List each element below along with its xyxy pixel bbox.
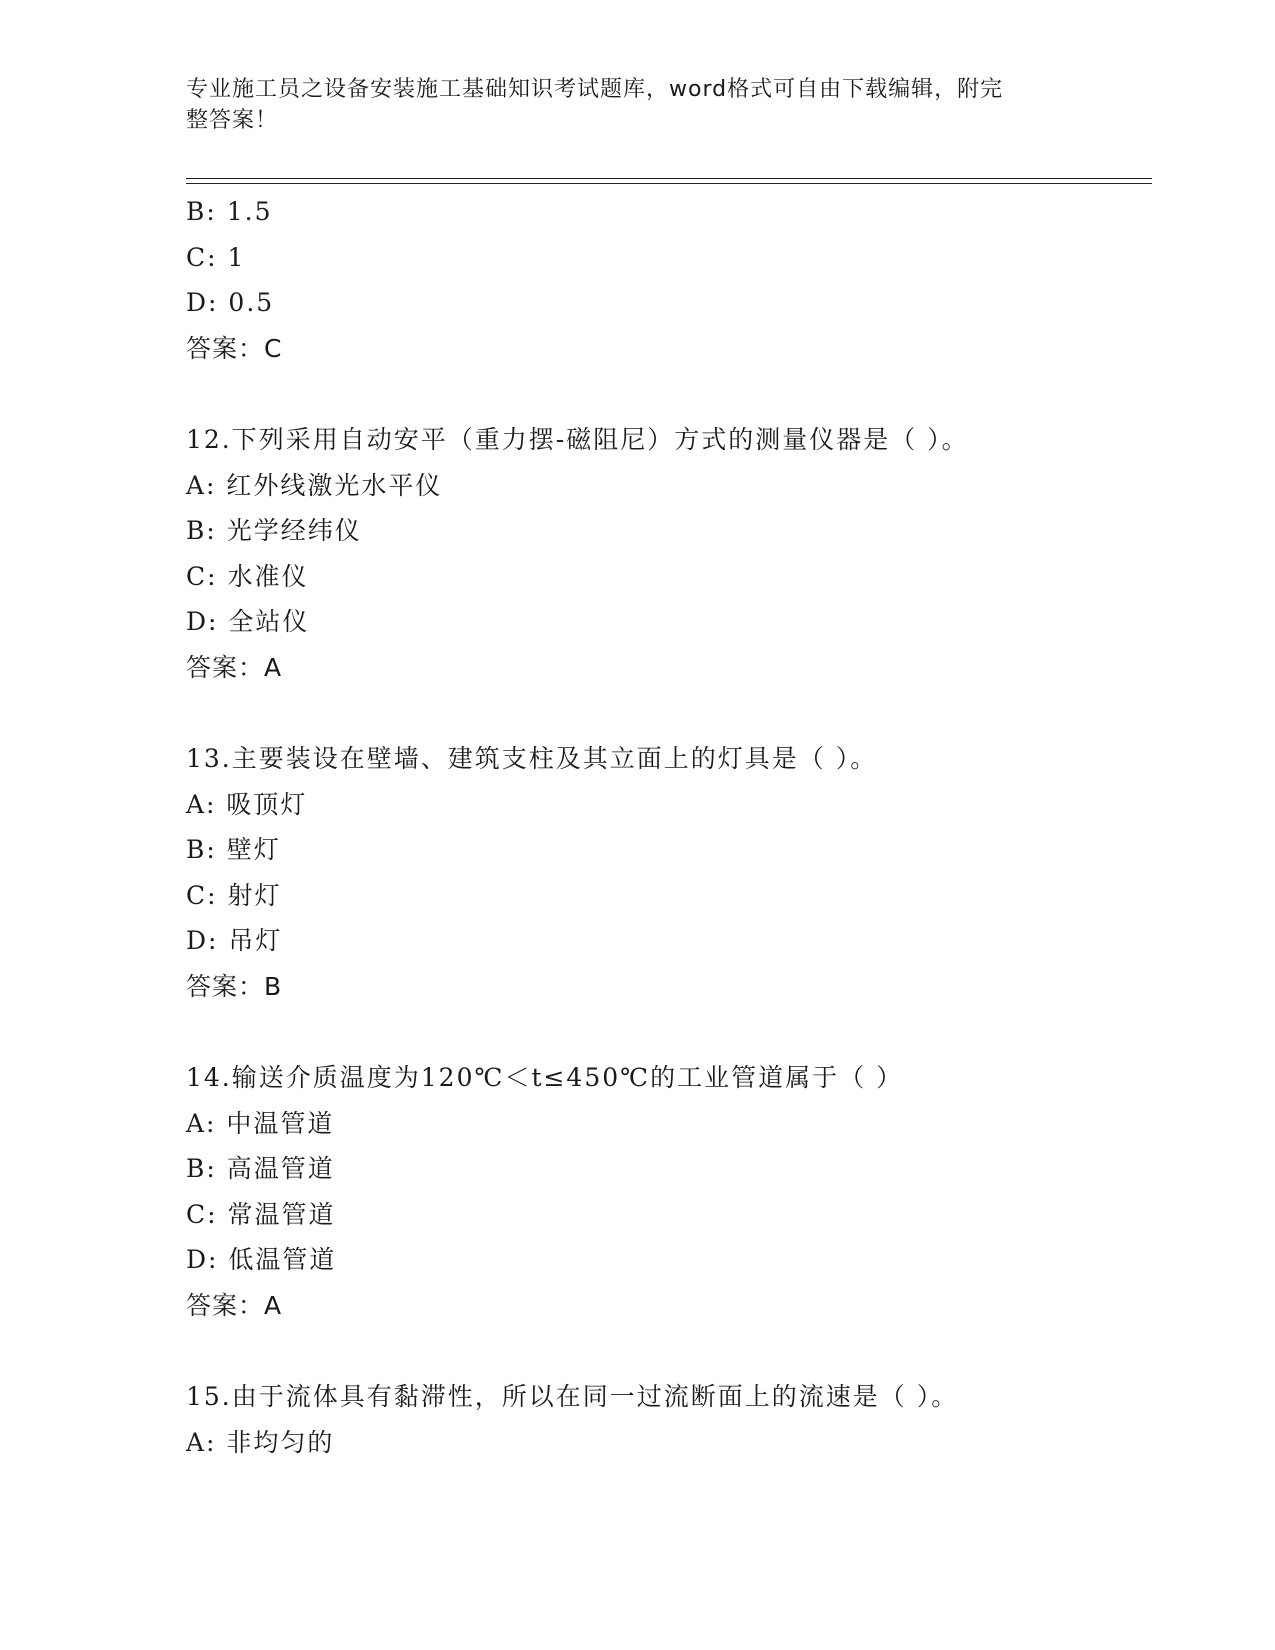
spacer <box>186 1328 1152 1374</box>
option-a: A: 非均匀的 <box>186 1427 335 1457</box>
question-block-15 <box>186 1374 1152 1465</box>
option-b: B: 壁灯 <box>186 835 281 864</box>
answer-line: 答案：A <box>186 652 283 682</box>
option-d: D: 低温管道 <box>186 1245 337 1274</box>
header-line-2: 整答案！ <box>186 108 279 133</box>
option-b: B: 1.5 <box>186 197 273 226</box>
answer-line: 答案：C <box>186 333 283 363</box>
answer-line: 答案：B <box>186 971 283 1001</box>
option-b: B: 高温管道 <box>186 1154 335 1183</box>
option-a: A: 吸顶灯 <box>186 789 308 819</box>
option-d: D: 0.5 <box>186 288 275 317</box>
question-block-12 <box>186 417 1152 690</box>
question-list <box>186 189 1152 1465</box>
document-header <box>186 74 1066 136</box>
question-block-13 <box>186 736 1152 1009</box>
spacer <box>186 1009 1152 1055</box>
option-c: C: 射灯 <box>186 880 282 910</box>
question-stem: 12.下列采用自动安平（重力摆-磁阻尼）方式的测量仪器是（ ）。 <box>186 425 969 454</box>
option-a: A: 红外线激光水平仪 <box>186 470 443 500</box>
option-c: C: 常温管道 <box>186 1199 336 1229</box>
question-stem: 13.主要装设在壁墙、建筑支柱及其立面上的灯具是（ ）。 <box>186 744 878 773</box>
header-rule-top <box>186 178 1152 179</box>
spacer <box>186 371 1152 417</box>
question-stem: 15.由于流体具有黏滞性，所以在同一过流断面上的流速是（ ）。 <box>186 1382 959 1411</box>
question-block-14 <box>186 1055 1152 1328</box>
header-rule-bottom <box>186 183 1152 184</box>
question-block-11 <box>186 189 1152 371</box>
option-a: A: 中温管道 <box>186 1108 335 1138</box>
option-b: B: 光学经纬仪 <box>186 516 362 545</box>
spacer <box>186 690 1152 736</box>
option-c: C: 1 <box>186 242 246 272</box>
option-d: D: 吊灯 <box>186 926 283 955</box>
question-stem: 14.输送介质温度为120℃＜t≤450℃的工业管道属于（ ） <box>186 1063 904 1092</box>
option-d: D: 全站仪 <box>186 607 310 636</box>
header-line-1: 专业施工员之设备安装施工基础知识考试题库，word格式可自由下载编辑，附完 <box>186 77 1004 102</box>
option-c: C: 水准仪 <box>186 561 309 591</box>
answer-line: 答案：A <box>186 1290 283 1320</box>
